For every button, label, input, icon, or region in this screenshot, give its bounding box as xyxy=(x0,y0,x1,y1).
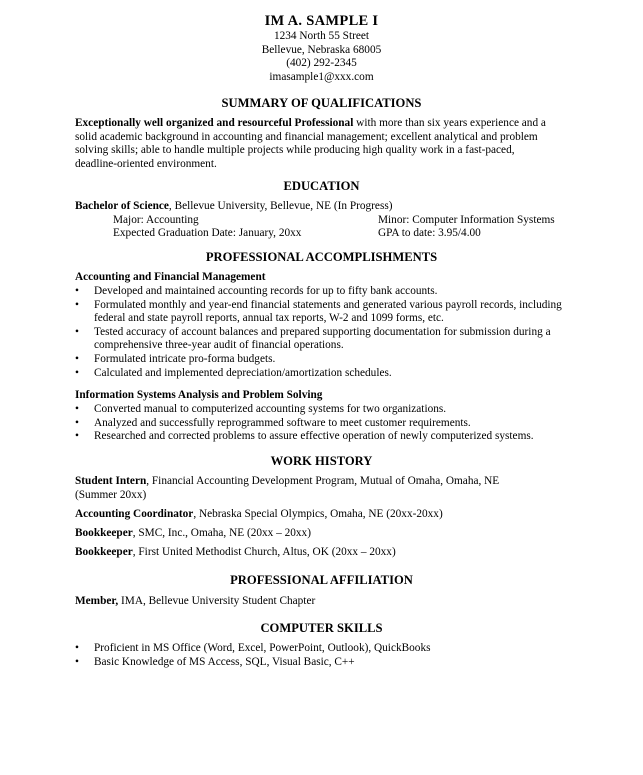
major: Major: Accounting xyxy=(113,214,199,226)
summary-line1: with more than six years experience and a xyxy=(353,117,546,129)
job-title: Accounting Coordinator xyxy=(75,508,194,520)
bullet-icon: • xyxy=(75,298,79,311)
school: , Bellevue University, Bellevue, NE (In Progress) xyxy=(168,200,393,212)
job-detail: , First United Methodist Church, Altus, OK (20xx – 20xx) xyxy=(132,546,396,558)
skills-list xyxy=(75,642,575,669)
job-title: Bookkeeper xyxy=(75,546,133,558)
work-entry xyxy=(75,527,545,541)
job-title: Bookkeeper xyxy=(75,527,133,539)
job-detail: , SMC, Inc., Omaha, NE (20xx – 20xx) xyxy=(132,527,311,539)
list-item: • Developed and maintained accounting records for up to fifty bank accounts. xyxy=(75,285,438,297)
skills-heading: COMPUTER SKILLS xyxy=(260,621,383,635)
bullet-icon: • xyxy=(75,285,79,297)
job-detail: , Financial Accounting Development Program, Mutual of Omaha, Omaha, NE (Summer 20xx) xyxy=(75,475,500,501)
list-item: • Formulated intricate pro-forma budgets. xyxy=(75,352,276,365)
affiliation-detail: IMA, Bellevue University Student Chapter xyxy=(118,595,316,607)
bullet-icon: • xyxy=(75,416,79,429)
summary-heading: SUMMARY OF QUALIFICATIONS xyxy=(221,96,422,110)
list-item: • Basic Knowledge of MS Access, SQL, Visual Basic, C++ xyxy=(75,655,355,668)
street-address: 1234 North 55 Street xyxy=(273,30,370,42)
list-item: • Analyzed and successfully reprogrammed software to meet customer requirements. xyxy=(75,416,471,429)
summary-line4: deadline-oriented environment. xyxy=(75,157,217,170)
job-title: Student Intern xyxy=(75,475,147,487)
gpa: GPA to date: 3.95/4.00 xyxy=(378,227,481,239)
education-heading: EDUCATION xyxy=(283,179,360,193)
phone-number: (402) 292-2345 xyxy=(286,57,357,69)
list-item: • Researched and corrected problems to assure effective operation of newly computerized systems. xyxy=(75,430,534,443)
work-entry xyxy=(75,508,545,522)
work-entry xyxy=(75,475,520,502)
summary-paragraph xyxy=(75,117,575,171)
bullet-icon: • xyxy=(75,403,79,415)
city-state-zip: Bellevue, Nebraska 68005 xyxy=(261,43,382,56)
accomplishments-heading: PROFESSIONAL ACCOMPLISHMENTS xyxy=(205,250,438,264)
list-item: • Proficient in MS Office (Word, Excel, PowerPoint, Outlook), QuickBooks xyxy=(75,642,431,654)
list-item: • Formulated monthly and year-end financial statements and generated various payroll records, including federal and state payroll reports, annual tax reports, W-2 and 1099 forms, etc. xyxy=(75,298,562,325)
summary-line3: solving skills; able to handle multiple projects while producing high quality work in a fast-paced, xyxy=(75,144,515,157)
bullet-icon: • xyxy=(75,430,79,443)
bullet-icon: • xyxy=(75,352,79,365)
list-item: • Calculated and implemented depreciation/amortization schedules. xyxy=(75,366,392,379)
education-degree-line xyxy=(75,200,575,214)
affiliation-title: Member, xyxy=(75,595,119,607)
accomplishment-group-title: Accounting and Financial Management xyxy=(75,271,266,283)
job-detail: , Nebraska Special Olympics, Omaha, NE (20xx-20xx) xyxy=(193,508,443,520)
minor: Minor: Computer Information Systems xyxy=(378,214,555,226)
summary-lead: Exceptionally well organized and resourceful Professional xyxy=(75,117,354,129)
bullet-icon: • xyxy=(75,366,79,379)
work-entry xyxy=(75,546,545,560)
accomplishment-list-accounting xyxy=(75,285,575,380)
summary-line2: solid academic background in accounting and financial management; excellent analytical and problem xyxy=(75,130,538,143)
affiliation-entry xyxy=(75,595,545,609)
work-history-heading: WORK HISTORY xyxy=(270,454,373,468)
email-address: imasample1@xxx.com xyxy=(269,70,374,83)
accomplishment-group-title: Information Systems Analysis and Problem Solving xyxy=(75,389,323,401)
bullet-icon: • xyxy=(75,642,79,654)
bullet-icon: • xyxy=(75,325,79,338)
graduation-date: Expected Graduation Date: January, 20xx xyxy=(113,227,302,239)
bullet-icon: • xyxy=(75,655,79,668)
affiliation-heading: PROFESSIONAL AFFILIATION xyxy=(230,573,413,587)
list-item: • Tested accuracy of account balances and prepared supporting documentation for submission during a comprehensive three-year audit of financial operations. xyxy=(75,325,551,352)
accomplishment-list-systems xyxy=(75,403,595,444)
candidate-name: IM A. SAMPLE I xyxy=(264,13,379,29)
contact-header xyxy=(0,13,643,84)
list-item: • Converted manual to computerized accounting systems for two organizations. xyxy=(75,403,447,415)
degree: Bachelor of Science xyxy=(75,200,169,212)
